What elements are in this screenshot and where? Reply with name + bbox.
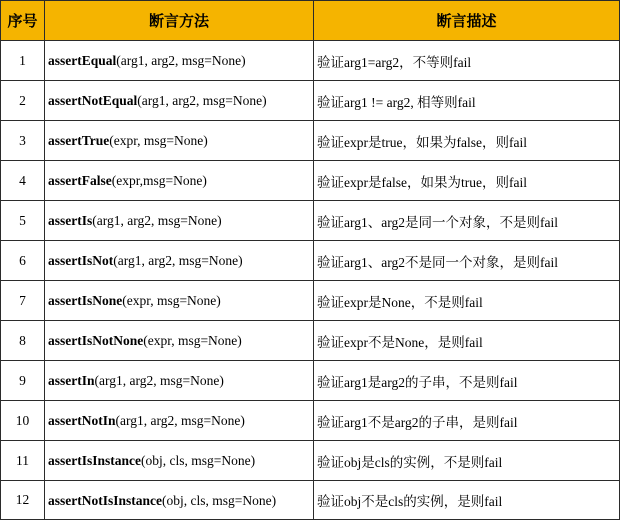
row-index: 7 [1, 281, 45, 321]
header-row [1, 1, 620, 41]
table-row [1, 41, 620, 81]
table-header [1, 1, 620, 41]
method-args: (arg1, arg2, msg=None) [115, 413, 245, 428]
description-cell: 验证arg1 != arg2, 相等则fail [314, 81, 620, 121]
method-name: assertFalse [48, 173, 112, 188]
table-row [1, 401, 620, 441]
method-name: assertNotEqual [48, 93, 138, 108]
method-cell [45, 401, 314, 441]
method-cell [45, 361, 314, 401]
row-index: 9 [1, 361, 45, 401]
table-row [1, 321, 620, 361]
method-cell [45, 161, 314, 201]
row-index: 5 [1, 201, 45, 241]
method-args: (expr,msg=None) [111, 173, 207, 188]
method-cell [45, 201, 314, 241]
description-cell: 验证expr不是None，是则fail [314, 321, 620, 361]
method-args: (expr, msg=None) [143, 333, 242, 348]
table-row [1, 481, 620, 520]
method-name: assertIn [48, 373, 95, 388]
description-cell: 验证expr是true，如果为false，则fail [314, 121, 620, 161]
description-cell: 验证arg1、arg2不是同一个对象，是则fail [314, 241, 620, 281]
method-cell [45, 81, 314, 121]
method-cell [45, 41, 314, 81]
method-args: (expr, msg=None) [109, 133, 208, 148]
table-row [1, 441, 620, 481]
table-row [1, 361, 620, 401]
method-cell [45, 241, 314, 281]
description-cell: 验证expr是None，不是则fail [314, 281, 620, 321]
method-name: assertIsNot [48, 253, 114, 268]
table-body [1, 41, 620, 520]
description-cell: 验证expr是false，如果为true，则fail [314, 161, 620, 201]
description-cell: 验证arg1不是arg2的子串，是则fail [314, 401, 620, 441]
method-cell [45, 481, 314, 520]
table-row [1, 161, 620, 201]
row-index: 4 [1, 161, 45, 201]
row-index: 3 [1, 121, 45, 161]
method-args: (arg1, arg2, msg=None) [113, 253, 243, 268]
description-cell: 验证obj是cls的实例，不是则fail [314, 441, 620, 481]
method-args: (arg1, arg2, msg=None) [92, 213, 222, 228]
description-cell: 验证arg1=arg2，不等则fail [314, 41, 620, 81]
table-row [1, 201, 620, 241]
row-index: 10 [1, 401, 45, 441]
method-cell [45, 281, 314, 321]
table-row [1, 281, 620, 321]
method-name: assertIsInstance [48, 453, 141, 468]
method-cell [45, 441, 314, 481]
description-cell: 验证arg1是arg2的子串，不是则fail [314, 361, 620, 401]
description-cell: 验证arg1、arg2是同一个对象，不是则fail [314, 201, 620, 241]
method-args: (obj, cls, msg=None) [162, 492, 277, 508]
header-index: 序号 [1, 1, 45, 41]
method-args: (obj, cls, msg=None) [141, 453, 256, 468]
row-index: 6 [1, 241, 45, 281]
header-method: 断言方法 [45, 1, 314, 41]
table-row [1, 241, 620, 281]
method-name: assertNotIn [48, 413, 116, 428]
row-index: 8 [1, 321, 45, 361]
header-description: 断言描述 [314, 1, 620, 41]
method-cell [45, 121, 314, 161]
method-args: (arg1, arg2, msg=None) [94, 373, 224, 388]
method-name: assertTrue [48, 133, 110, 148]
method-args: (arg1, arg2, msg=None) [116, 53, 246, 68]
row-index: 11 [1, 441, 45, 481]
row-index: 2 [1, 81, 45, 121]
method-cell [45, 321, 314, 361]
row-index: 12 [1, 481, 45, 520]
table-row [1, 81, 620, 121]
method-args: (arg1, arg2, msg=None) [137, 93, 267, 108]
method-name: assertIs [48, 213, 93, 228]
description-cell: 验证obj不是cls的实例，是则fail [314, 481, 620, 520]
method-args: (expr, msg=None) [122, 293, 221, 308]
method-name: assertNotIsInstance [48, 492, 162, 508]
method-name: assertIsNotNone [48, 333, 144, 348]
table-row [1, 121, 620, 161]
method-name: assertIsNone [48, 293, 123, 308]
method-name: assertEqual [48, 53, 117, 68]
row-index: 1 [1, 41, 45, 81]
